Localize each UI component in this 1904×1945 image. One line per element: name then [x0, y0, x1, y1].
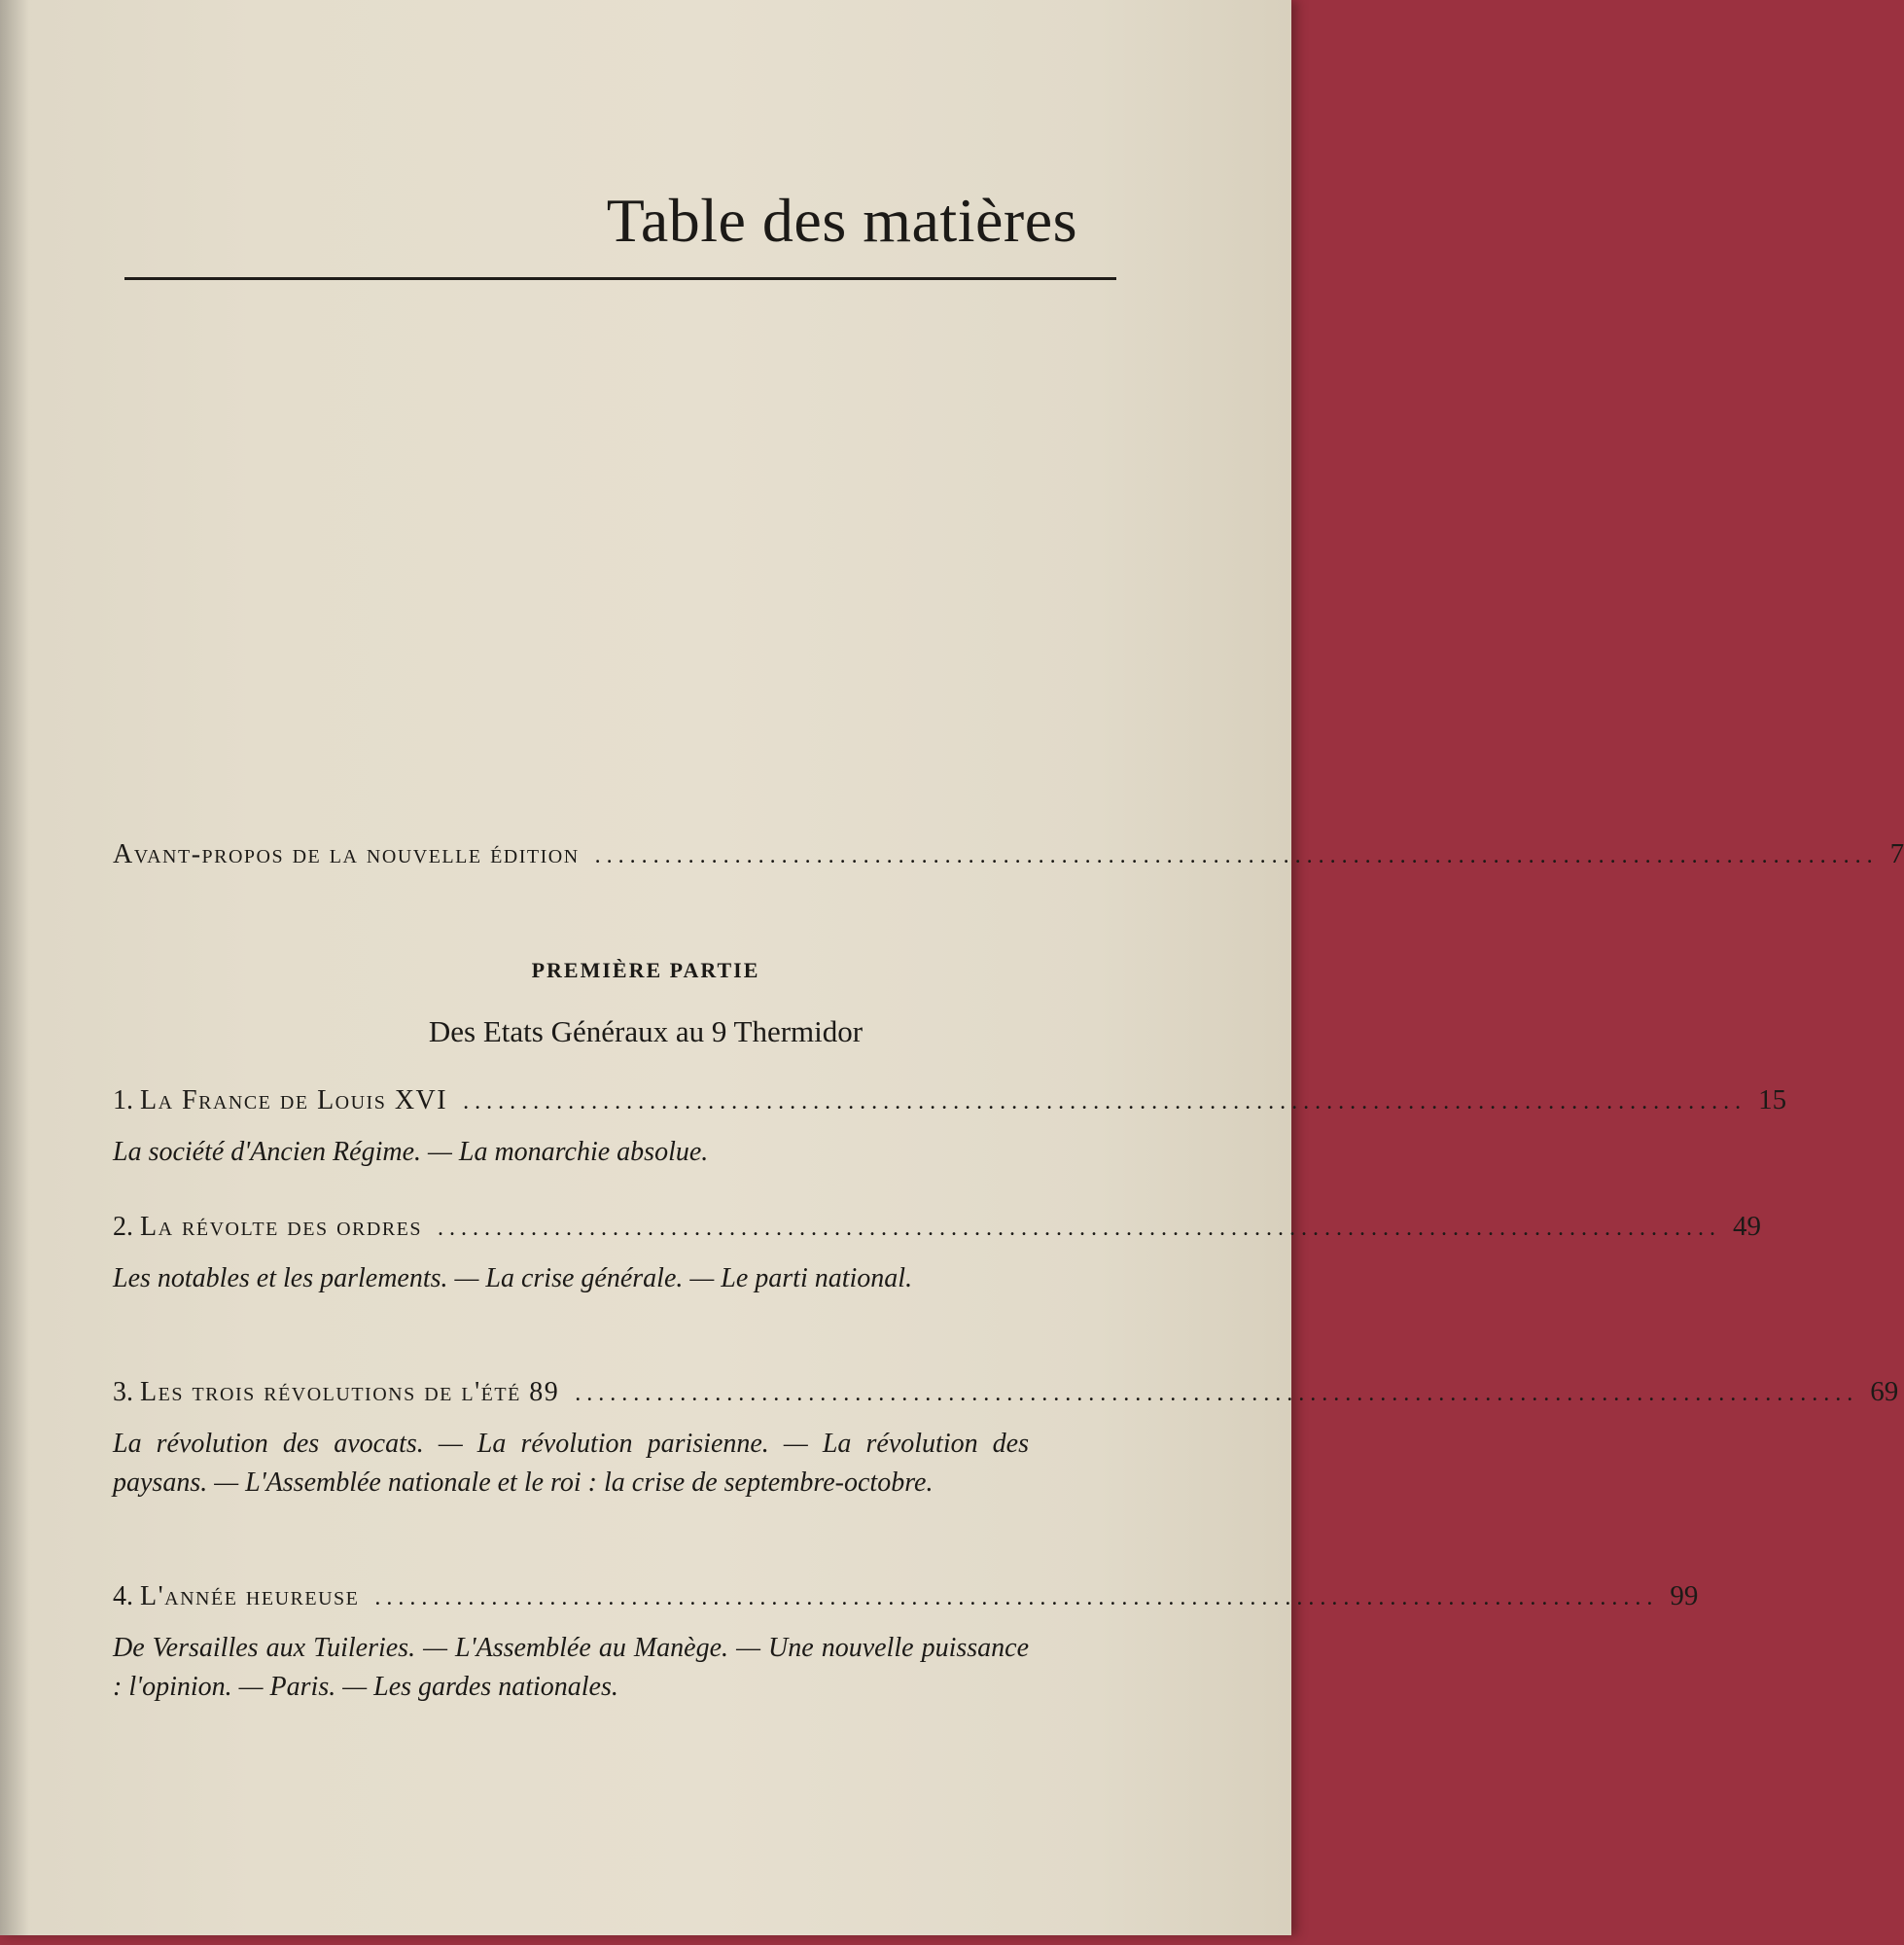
chapter-page-number: 49	[1733, 1211, 1761, 1242]
toc-entry-chapter-4	[113, 1580, 1699, 1612]
preface-label: Avant-propos de la nouvelle édition	[113, 839, 580, 869]
part-label-text: PREMIÈRE PARTIE	[531, 958, 760, 982]
dot-leader: ..............................................................................................................	[438, 1216, 1721, 1241]
dot-leader: ..............................................................................................................	[374, 1585, 1659, 1610]
chapter-summary: De Versailles aux Tuileries. — L'Assemblée au Manège. — Une nouvelle puissance : l'opinion. — Paris. — Les gardes nationales.	[113, 1633, 1029, 1702]
chapter-number: 2.	[113, 1212, 133, 1242]
chapter-number: 4.	[113, 1581, 133, 1611]
dot-leader: ..............................................................................................................	[463, 1089, 1747, 1114]
chapter-title: Les trois révolutions de l'été 89	[140, 1377, 560, 1407]
chapter-number: 1.	[113, 1085, 133, 1115]
chapter-title: La France de Louis XVI	[140, 1085, 448, 1115]
toc-entry-chapter-1	[113, 1084, 1787, 1116]
part-title: Des Etats Généraux au 9 Thermidor	[428, 1014, 864, 1048]
chapter-summary: Les notables et les parlements. — La crise générale. — Le parti national.	[113, 1263, 913, 1293]
preface-page-number: 7	[1889, 838, 1904, 869]
toc-entry-preface	[113, 838, 1904, 870]
dot-leader: ..............................................................................................................	[575, 1381, 1859, 1406]
toc-entry-chapter-3	[113, 1376, 1899, 1408]
part-label	[0, 958, 1291, 983]
toc-entry-chapter-2	[113, 1211, 1761, 1243]
chapter-page-number: 99	[1670, 1580, 1699, 1611]
chapter-number: 3.	[113, 1377, 133, 1407]
page-title: Table des matières	[606, 186, 1077, 255]
chapter-summary: La société d'Ancien Régime. — La monarchie absolue.	[113, 1137, 709, 1167]
chapter-page-number: 15	[1758, 1084, 1787, 1115]
chapter-title: L'année heureuse	[140, 1581, 360, 1611]
title-rule	[124, 277, 1116, 280]
chapter-page-number: 69	[1870, 1376, 1899, 1407]
dot-leader: ..............................................................................................................	[594, 843, 1879, 868]
chapter-summary: La révolution des avocats. — La révolution parisienne. — La révolution des paysans. — L'Assemblée nationale et le roi : la crise de septembre-octobre.	[113, 1429, 1029, 1498]
chapter-title: La révolte des ordres	[140, 1212, 422, 1242]
